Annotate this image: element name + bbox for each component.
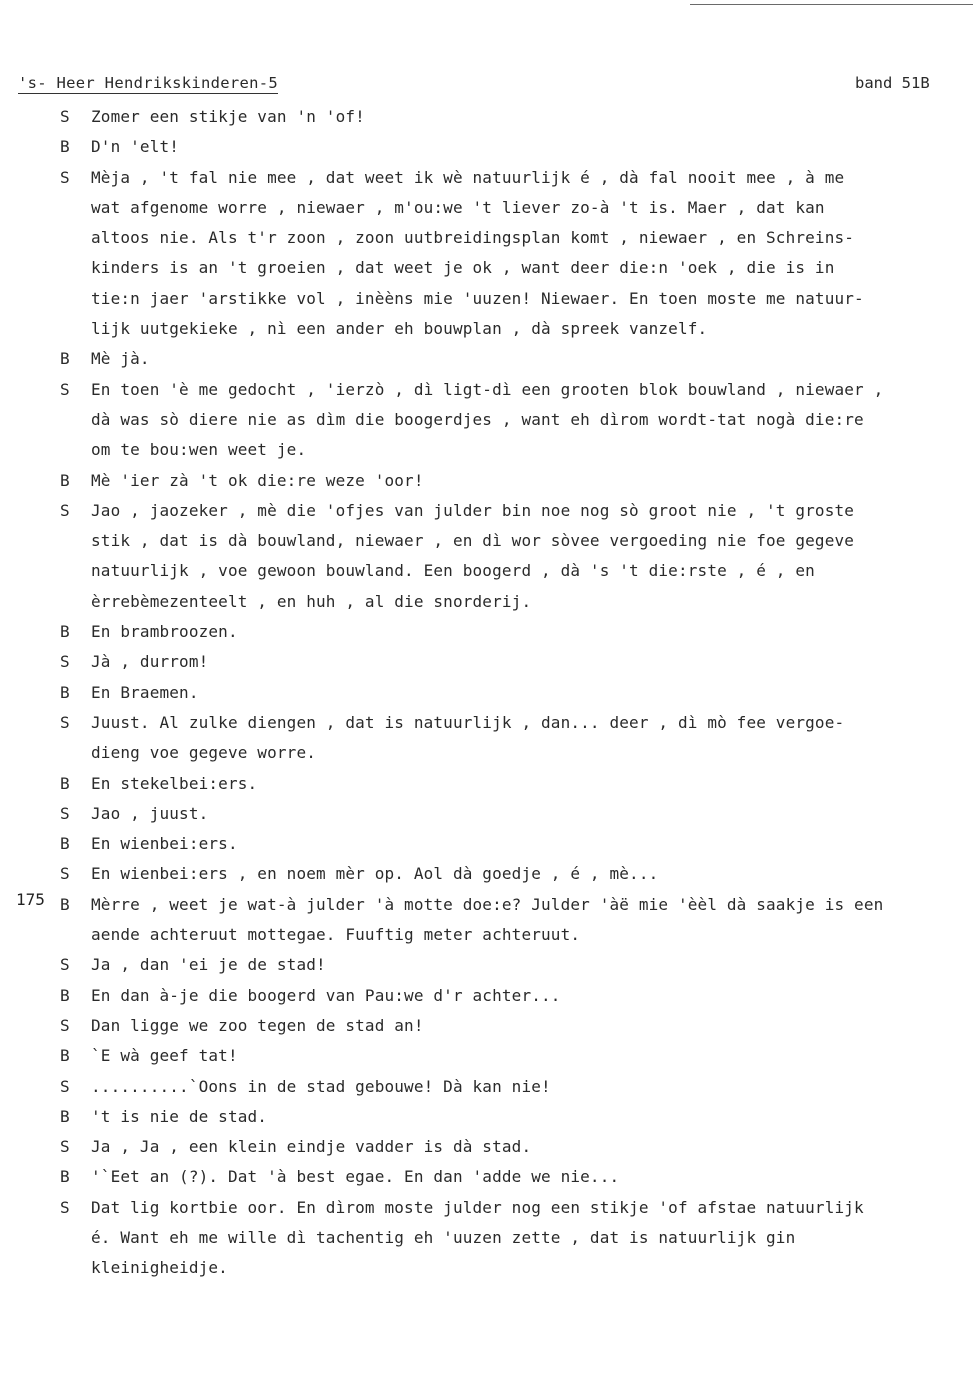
line-number: 175 [16, 889, 45, 909]
utterance-text: Mèrre , weet je wat-à julder 'à motte doe:e? Julder 'àë mie 'èèl dà saakje is een aende achteruut mottegae. Fuuftig meter achteruut. [91, 894, 884, 945]
speaker-label: S [60, 1137, 70, 1157]
speaker-label: S [60, 379, 70, 399]
utterance-text: ..........`Oons in de stad gebouwe! Dà kan nie! [91, 1076, 551, 1096]
document-title-text: 's- Heer Hendrikskinderen-5 [18, 74, 279, 92]
transcript-entry [0, 1162, 973, 1192]
transcript-entry [0, 708, 973, 769]
utterance-text: En stekelbei:ers. [91, 773, 258, 793]
transcript-entry [0, 102, 973, 132]
transcript-entry [0, 1102, 973, 1132]
speaker-label: B [60, 1046, 70, 1066]
speaker-label: S [60, 107, 70, 126]
utterance-text: Juust. Al zulke diengen , dat is natuurlijk , dan... deer , dì mò fee vergoe- dieng voe gegeve worre. [91, 712, 845, 763]
transcript-entry [0, 1072, 973, 1102]
transcript [0, 102, 973, 1284]
speaker-label: B [60, 137, 70, 157]
utterance-text: Ja , Ja , een klein eindje vadder is dà stad. [91, 1137, 532, 1157]
transcript-entry [0, 647, 973, 677]
band-label: band 51B [855, 74, 930, 92]
speaker-label: B [60, 1167, 70, 1187]
document-title [18, 74, 278, 92]
speaker-label: S [60, 1015, 70, 1035]
transcript-entry [0, 466, 973, 496]
utterance-text: Dan ligge we zoo tegen de stad an! [91, 1015, 424, 1035]
transcript-entry [0, 950, 973, 980]
utterance-text: Mèja , 't fal nie mee , dat weet ik wè natuurlijk é , dà fal nooit mee , à me wat afgenome worre , niewaer , m'ou:we 't liever zo-à 't is. Maer , dat kan altoos nie. Als t'r zoon , zoon uutbreidingsplan komt , niewaer , en Schreins- kinders is an 't groeien , dat weet je ok , want deer die:n 'oek , die is in tie:n jaer 'arstikke vol , inèèns mie 'uuzen! Niewaer. En toen moste me natuur- lijk uutgekieke , nì een ander eh bouwplan , dà spreek vanzelf. [91, 167, 864, 339]
utterance-text: Zomer een stikje van 'n 'of! [91, 107, 365, 126]
transcript-entry [0, 769, 973, 799]
transcript-entry [0, 617, 973, 647]
speaker-label: B [60, 1106, 70, 1126]
transcript-entry [0, 859, 973, 889]
utterance-text: Jao , juust. [91, 803, 209, 823]
transcript-entry [0, 678, 973, 708]
transcript-entry [0, 981, 973, 1011]
utterance-text: `E wà geef tat! [91, 1046, 238, 1066]
transcript-entry [0, 1011, 973, 1041]
transcript-entry [0, 1041, 973, 1071]
speaker-label: S [60, 955, 70, 975]
speaker-label: S [60, 652, 70, 672]
speaker-label: B [60, 985, 70, 1005]
utterance-text: Mè 'ier zà 't ok die:re weze 'oor! [91, 470, 424, 490]
top-rule [690, 4, 973, 5]
transcript-entry [0, 890, 973, 951]
speaker-label: S [60, 1076, 70, 1096]
speaker-label: B [60, 349, 70, 369]
utterance-text: 't is nie de stad. [91, 1106, 268, 1126]
speaker-label: S [60, 864, 70, 884]
utterance-text: En brambroozen. [91, 622, 238, 642]
utterance-text: En Braemen. [91, 682, 199, 702]
utterance-text: D'n 'elt! [91, 137, 180, 157]
utterance-text: En toen 'è me gedocht , 'ierzò , dì ligt-dì een grooten blok bouwland , niewaer , dà was sò diere nie as dìm die boogerdjes , want eh dìrom wordt-tat nogà die:re om te bou:wen weet je. [91, 379, 884, 460]
utterance-text: Mè jà. [91, 349, 150, 369]
speaker-label: S [60, 712, 70, 732]
speaker-label: B [60, 773, 70, 793]
transcript-entry [0, 344, 973, 374]
speaker-label: B [60, 682, 70, 702]
speaker-label: B [60, 622, 70, 642]
transcript-entry [0, 1132, 973, 1162]
transcript-entry [0, 132, 973, 162]
speaker-label: B [60, 834, 70, 854]
transcript-entry [0, 799, 973, 829]
transcript-entry [0, 375, 973, 466]
utterance-text: Jao , jaozeker , mè die 'ofjes van julder bin noe nog sò groot nie , 't groste stik , dat is dà bouwland, niewaer , en dì wor sòvee vergoeding nie foe gegeve natuurlijk , voe gewoon bouwland. Een boogerd , dà 's 't die:rste , é , en èrrebèmezenteelt , en huh , al die snorderij. [91, 500, 855, 611]
speaker-label: S [60, 167, 70, 187]
transcript-entry [0, 829, 973, 859]
utterance-text: '`Eet an (?). Dat 'à best egae. En dan 'adde we nie... [91, 1167, 620, 1187]
utterance-text: Ja , dan 'ei je de stad! [91, 955, 326, 975]
utterance-text: Jà , durrom! [91, 652, 209, 672]
speaker-label: S [60, 1197, 70, 1217]
utterance-text: Dat lig kortbie oor. En dìrom moste julder nog een stikje 'of afstae natuurlijk é. Want eh me wille dì tachentig eh 'uuzen zette , dat is natuurlijk gin kleinigheidje. [91, 1197, 864, 1278]
utterance-text: En dan à-je die boogerd van Pau:we d'r achter... [91, 985, 561, 1005]
transcript-entry [0, 1193, 973, 1284]
speaker-label: B [60, 894, 70, 914]
speaker-label: S [60, 500, 70, 520]
transcript-entry [0, 163, 973, 345]
speaker-label: B [60, 470, 70, 490]
speaker-label: S [60, 803, 70, 823]
transcript-entry [0, 496, 973, 617]
utterance-text: En wienbei:ers. [91, 834, 238, 854]
utterance-text: En wienbei:ers , en noem mèr op. Aol dà goedje , é , mè... [91, 864, 659, 884]
